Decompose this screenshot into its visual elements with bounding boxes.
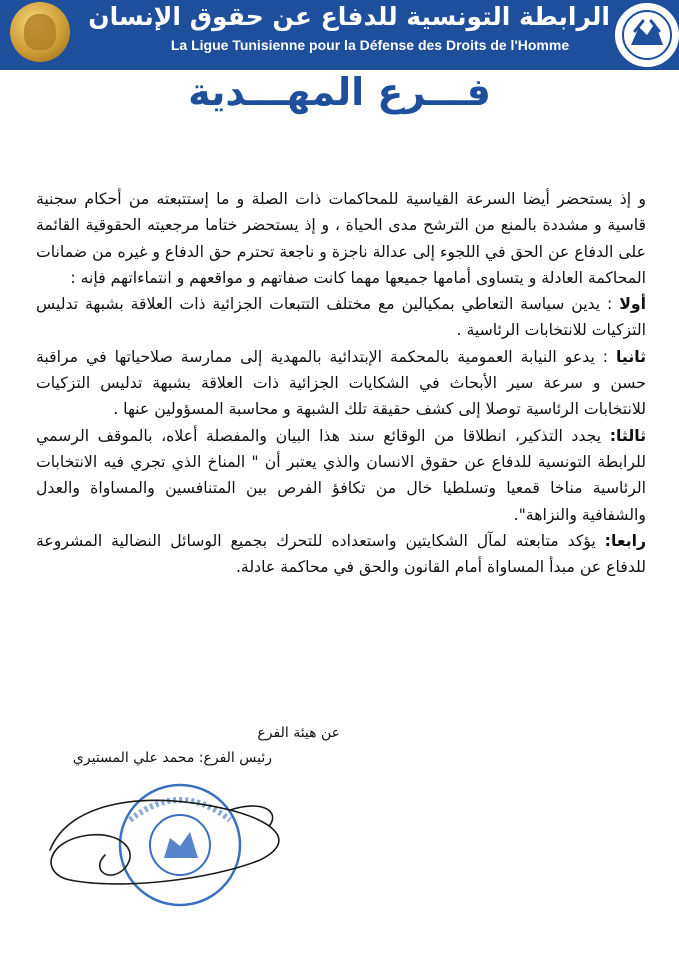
nobel-medal-logo [10,2,70,62]
stamp-emblem [164,832,198,858]
on-behalf-line: عن هيئة الفرع [257,725,340,741]
point-fourth-label: رابعا: [604,530,646,550]
letterhead-banner [0,0,679,70]
statement-body [36,186,646,580]
branch-title: فـــرع المهـــدية [188,70,491,114]
point-second [36,344,646,423]
league-emblem-logo [615,3,679,67]
stamp-inner-ring [150,815,210,875]
point-fourth-text: يؤكد متابعته لمآل الشكايتين واستعداده للتحرك بجميع الوسائل النضالية المشروعة للدفاع عن مبدأ المساواة أمام القانون والحق في محاكمة عادلة. [36,530,646,577]
org-name-arabic: الرابطة التونسية للدفاع عن حقوق الإنسان [88,2,610,31]
point-first-label: أولا [619,294,646,314]
intro-paragraph: و إذ يستحضر أيضا السرعة القياسية للمحاكمات ذات الصلة و ما إستتبعته من أحكام سجنية قاسية و مشددة بالمنع من الترشح مدى الحياة ، و إذ يستحضر ختاما مرجعيته الحقوقية القائمة على الدفاع عن الحق في اللجوء إلى عدالة ناجزة و ناجعة تحترم حق الدفاع و غيره من ضمانات المحاكمة العادلة و يتساوى أمامها جميعها مهما كانت صفاتهم و مواقعهم و انتماءاتهم فإنه : [36,189,646,287]
org-name-french: La Ligue Tunisienne pour la Défense des Droits de l'Homme [170,37,570,53]
point-first [36,291,646,344]
point-first-text: : يدين سياسة التعاطي بمكيالين مع مختلف التتبعات الجزائية ذات العلاقة بشبهة تدليس التزكيات للانتخابات الرئاسية . [36,294,646,340]
point-third-text: يجدد التذكير، انطلاقا من الوقائع سند هذا البيان والمفصلة أعلاه، بالموقف الرسمي للرابطة التونسية للدفاع عن حقوق الانسان والذي يعتبر أن " المناخ الذي تجري فيه الانتخابات الرئاسية مناخا قمعيا وتسلطيا خال من تكافؤ الفرص بين المتنافسين والمساواة والعدل والشفافية والنزاهة". [36,425,646,524]
point-third-label: ثالثا: [609,425,646,445]
point-fourth [36,528,646,581]
signature-and-stamp [30,780,330,910]
point-third [36,423,646,528]
president-line: رئيس الفرع: محمد علي المستيري [72,750,272,766]
point-second-text: : يدعو النيابة العمومية بالمحكمة الإبتدائية بالمهدية إلى ممارسة صلاحياتها في مراقبة حسن و سرعة سير الأبحاث في الشكايات الجزائية ذات العلاقة بشبهة تدليس التزكيات للانتخابات الرئاسية توصلا إلى كشف حقيقة تلك الشبهة و محاسبة المسؤولين عنها . [36,346,646,419]
point-second-label: ثانيا [616,346,646,366]
stamp-text-arc [130,800,230,820]
